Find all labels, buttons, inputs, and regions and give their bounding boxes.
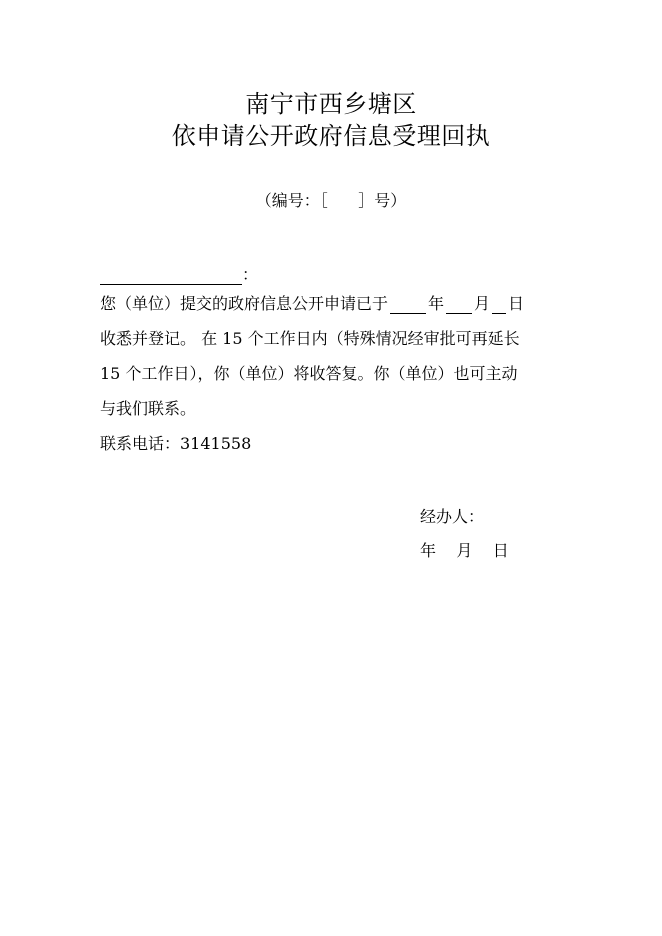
title-district: 南宁市西乡塘区 (245, 90, 417, 118)
day-label: 日 (508, 294, 525, 313)
handler-label: 经办人： (420, 507, 485, 526)
body-line-1 (100, 294, 572, 314)
day-blank (492, 295, 506, 314)
signature-date: 年 月 日 (420, 541, 509, 560)
contact-phone: 联系电话：3141558 (100, 434, 252, 453)
month-blank (446, 295, 472, 314)
addressee-blank (100, 268, 242, 285)
title-receipt: 依申请公开政府信息受理回执 (171, 122, 491, 150)
document-number: （编号：［ ］号） (255, 191, 407, 210)
body-line-4: 与我们联系。 (100, 399, 197, 418)
addressee-line (100, 262, 258, 285)
addressee-colon: ： (242, 265, 259, 284)
year-label: 年 (428, 294, 445, 313)
body-line-3: 15 个工作日），你（单位）将收答复。你（单位）也可主动 (100, 364, 518, 383)
body-line-2: 收悉并登记。 在 15 个工作日内（特殊情况经审批可再延长 (100, 329, 520, 348)
body-line-1-text: 您（单位）提交的政府信息公开申请已于 (100, 294, 389, 313)
month-label: 月 (474, 294, 491, 313)
year-blank (390, 295, 426, 314)
